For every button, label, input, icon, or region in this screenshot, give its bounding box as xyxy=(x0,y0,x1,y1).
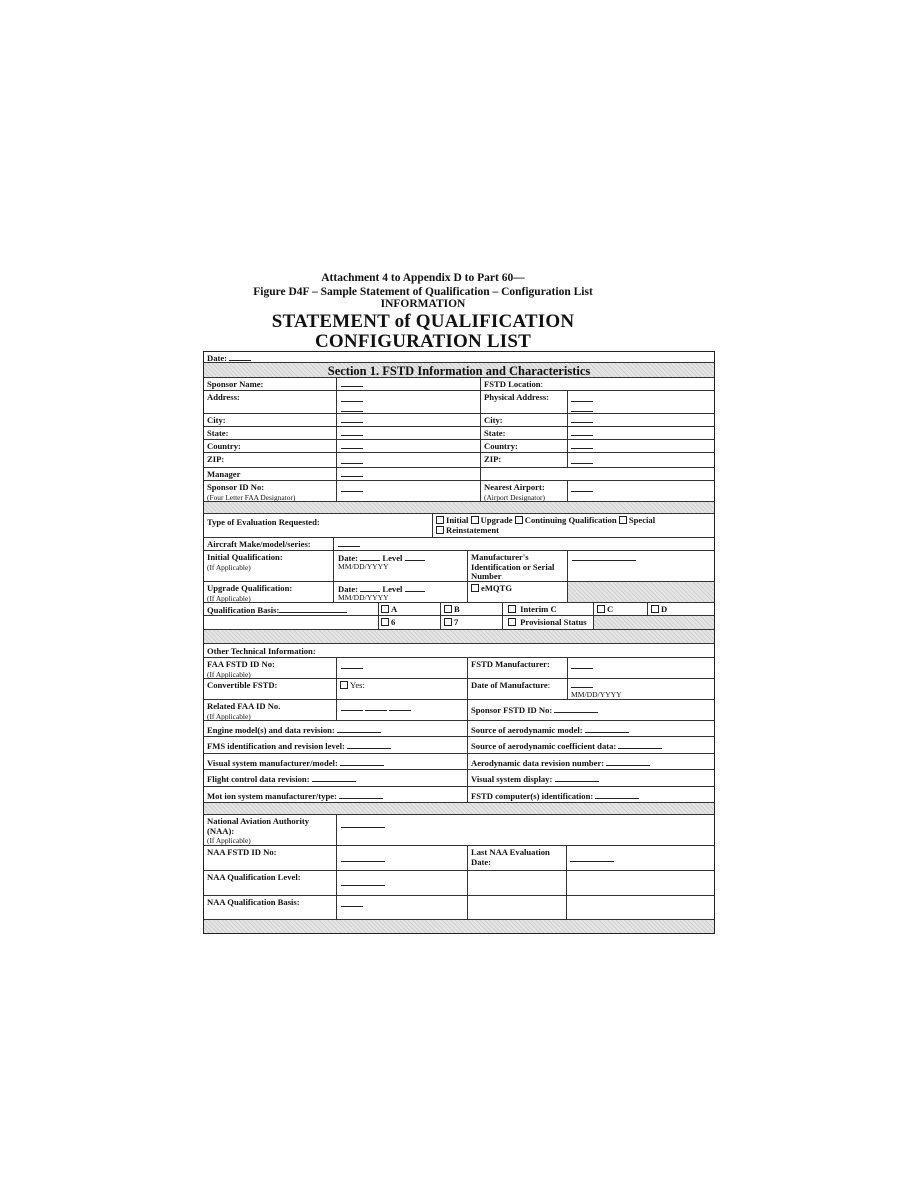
state-label: State: xyxy=(207,428,229,438)
flight-control-field[interactable] xyxy=(312,774,356,782)
upgrade-qualification-sublabel: (If Applicable) xyxy=(207,593,251,603)
qualification-basis-row-2 xyxy=(204,616,714,630)
visual-display-field[interactable] xyxy=(555,774,599,782)
fstd-manufacturer-label: FSTD Manufacturer: xyxy=(471,659,550,669)
date-of-manufacture-field[interactable] xyxy=(571,680,593,688)
sponsor-name-row xyxy=(204,378,714,391)
engine-model-field[interactable] xyxy=(337,725,381,733)
naa-qual-basis-row xyxy=(204,896,714,920)
upgrade-date-label: Date: xyxy=(338,584,359,594)
page-subtitle: CONFIGURATION LIST xyxy=(315,331,531,352)
physical-address-field-2[interactable] xyxy=(571,404,593,412)
related-faa-id-field-2[interactable] xyxy=(365,703,387,711)
engine-model-label: Engine model(s) and data revision: xyxy=(207,725,335,735)
motion-system-row xyxy=(204,787,714,803)
upgrade-date-field[interactable] xyxy=(360,584,380,592)
manufacturer-id-field[interactable] xyxy=(572,553,636,561)
sponsor-fstd-id-field[interactable] xyxy=(554,705,598,713)
convertible-fstd-row xyxy=(204,679,714,700)
convertible-fstd-label: Convertible FSTD: xyxy=(207,680,278,690)
continuing-qualification-checkbox[interactable] xyxy=(515,516,523,524)
source-aero-coeff-label: Source of aerodynamic coefficient data: xyxy=(471,741,617,751)
faa-fstd-id-label: FAA FSTD ID No: xyxy=(207,659,275,669)
aero-revision-label: Aerodynamic data revision number: xyxy=(471,758,605,768)
naa-qual-level-label: NAA Qualification Level: xyxy=(207,872,301,882)
address-field-1[interactable] xyxy=(341,394,363,402)
section1-title: Section 1. FSTD Information and Characteristics xyxy=(327,364,591,378)
naa-sublabel: (If Applicable) xyxy=(207,836,251,845)
upgrade-qualification-label: Upgrade Qualification: xyxy=(207,583,293,593)
physical-state-label: State: xyxy=(484,428,506,438)
physical-country-field[interactable] xyxy=(571,441,593,449)
sponsor-id-sublabel: (Four Letter FAA Designator) xyxy=(207,492,296,502)
zip-row xyxy=(204,453,714,468)
fstd-location-label: FSTD Location xyxy=(484,379,541,389)
initial-date-label: Date: xyxy=(338,553,359,563)
last-naa-eval-field[interactable] xyxy=(570,854,614,862)
related-faa-id-row xyxy=(204,700,714,721)
source-aero-coeff-field[interactable] xyxy=(618,741,662,749)
interim-c-checkbox[interactable] xyxy=(508,605,516,613)
motion-mfr-label: Mot ion system manufacturer/type: xyxy=(207,791,337,801)
city-label: City: xyxy=(207,415,226,425)
aircraft-label: Aircraft Make/model/series: xyxy=(207,539,311,549)
source-aero-model-label: Source of aerodynamic model: xyxy=(471,725,583,735)
sponsor-id-label: Sponsor ID No: xyxy=(207,482,265,492)
visual-mfr-field[interactable] xyxy=(340,758,384,766)
motion-mfr-field[interactable] xyxy=(339,791,383,799)
manager-row xyxy=(204,468,714,481)
qualification-basis-field[interactable] xyxy=(279,605,347,613)
special-checkbox[interactable] xyxy=(619,516,627,524)
page-title: STATEMENT of QUALIFICATION xyxy=(271,311,575,332)
section1-header xyxy=(204,363,714,378)
visual-mfr-label: Visual system manufacturer/model: xyxy=(207,758,338,768)
city-row xyxy=(204,414,714,427)
initial-date-field[interactable] xyxy=(360,553,380,561)
date-field[interactable] xyxy=(229,353,251,361)
upgrade-level-label: Level xyxy=(382,584,403,594)
level-c-label: C xyxy=(607,604,614,614)
faa-fstd-id-sublabel: (If Applicable) xyxy=(207,669,251,679)
fstd-computers-label: FSTD computer(s) identification: xyxy=(471,791,594,801)
naa-label: National Aviation Authority (NAA): xyxy=(207,816,310,836)
country-field[interactable] xyxy=(341,441,363,449)
naa-field[interactable] xyxy=(341,820,385,828)
sponsor-id-row xyxy=(204,481,714,502)
spacer-row-1 xyxy=(204,502,714,514)
spacer-row-3 xyxy=(204,803,714,815)
initial-checkbox[interactable] xyxy=(436,516,444,524)
emqtg-checkbox[interactable] xyxy=(471,584,479,592)
level-c-checkbox[interactable] xyxy=(597,605,605,613)
date-label: Date: xyxy=(207,353,228,363)
initial-date-format: MM/DD/YYYY xyxy=(338,562,389,571)
manager-label: Manager xyxy=(207,469,241,479)
faa-fstd-id-row xyxy=(204,658,714,679)
physical-city-field[interactable] xyxy=(571,415,593,423)
sponsor-fstd-id-label: Sponsor FSTD ID No: xyxy=(471,705,553,715)
date-row xyxy=(204,352,714,363)
special-option-label: Special xyxy=(628,515,656,525)
physical-zip-field[interactable] xyxy=(571,456,593,464)
fms-id-label: FMS identification and revision level: xyxy=(207,741,345,751)
upgrade-checkbox[interactable] xyxy=(471,516,479,524)
physical-address-field-1[interactable] xyxy=(571,394,593,402)
naa-fstd-id-field[interactable] xyxy=(341,854,385,862)
aircraft-row xyxy=(204,538,714,551)
initial-option-label: Initial xyxy=(446,515,469,525)
fstd-manufacturer-field[interactable] xyxy=(571,661,593,669)
country-row xyxy=(204,440,714,453)
fstd-computers-field[interactable] xyxy=(595,791,639,799)
initial-level-label: Level xyxy=(382,553,403,563)
other-tech-row xyxy=(204,644,714,658)
faa-fstd-id-field[interactable] xyxy=(341,661,363,669)
physical-state-field[interactable] xyxy=(571,428,593,436)
level-6-label: 6 xyxy=(391,617,396,627)
level-a-label: A xyxy=(391,604,398,614)
level-a-checkbox[interactable] xyxy=(381,605,389,613)
provisional-status-label: Provisional Status xyxy=(520,617,587,627)
upgrade-date-format: MM/DD/YYYY xyxy=(338,593,389,602)
qualification-basis-label: Qualification Basis: xyxy=(207,605,280,615)
naa-qual-basis-label: NAA Qualification Basis: xyxy=(207,897,300,907)
type-evaluation-label: Type of Evaluation Requested: xyxy=(207,517,320,527)
manufacturer-id-label: Manufacturer's Identification or Serial Number xyxy=(471,552,555,581)
visual-display-label: Visual system display: xyxy=(471,774,553,784)
address-row xyxy=(204,391,714,414)
type-evaluation-row xyxy=(204,514,714,538)
convertible-yes-label: Yes: xyxy=(350,680,365,690)
aero-revision-field[interactable] xyxy=(606,758,650,766)
date-of-manufacture-label: Date of Manufacture xyxy=(471,680,548,690)
convertible-yes-checkbox[interactable] xyxy=(340,681,348,689)
upgrade-qualification-row xyxy=(204,582,714,603)
source-aero-model-field[interactable] xyxy=(585,725,629,733)
figure-heading: Figure D4F – Sample Statement of Qualification – Configuration List xyxy=(253,286,593,298)
visual-system-row xyxy=(204,754,714,770)
level-d-label: D xyxy=(661,604,668,614)
related-faa-id-sublabel: (If Applicable) xyxy=(207,711,251,721)
other-tech-label: Other Technical Information: xyxy=(207,646,316,656)
level-7-checkbox[interactable] xyxy=(444,618,452,626)
physical-address-label: Physical Address: xyxy=(484,392,550,402)
physical-country-label: Country: xyxy=(484,441,518,451)
spacer-row-2 xyxy=(204,630,714,644)
state-field[interactable] xyxy=(341,428,363,436)
emqtg-label: eMQTG xyxy=(481,583,513,593)
address-field-2[interactable] xyxy=(341,404,363,412)
country-label: Country: xyxy=(207,441,241,451)
bottom-spacer-row xyxy=(204,920,714,933)
city-field[interactable] xyxy=(341,415,363,423)
related-faa-id-field-3[interactable] xyxy=(389,703,411,711)
naa-qual-level-row xyxy=(204,871,714,896)
level-6-checkbox[interactable] xyxy=(381,618,389,626)
upgrade-level-field[interactable] xyxy=(405,584,425,592)
attachment-heading: Attachment 4 to Appendix D to Part 60— xyxy=(321,272,525,284)
naa-fstd-id-row xyxy=(204,846,714,871)
naa-row xyxy=(204,815,714,846)
date-of-manufacture-colon: : xyxy=(547,680,551,690)
physical-zip-label: ZIP: xyxy=(484,454,502,464)
naa-qual-level-field[interactable] xyxy=(341,878,385,886)
fms-row xyxy=(204,737,714,754)
initial-qualification-sublabel: (If Applicable) xyxy=(207,562,251,572)
configuration-list-form xyxy=(203,351,715,934)
engine-row xyxy=(204,721,714,737)
nearest-airport-sublabel: (Airport Designator) xyxy=(484,492,545,502)
flight-control-label: Flight control data revision: xyxy=(207,774,310,784)
naa-qual-basis-field[interactable] xyxy=(341,899,363,907)
fms-id-field[interactable] xyxy=(347,741,391,749)
sponsor-id-field[interactable] xyxy=(341,484,363,492)
reinstatement-checkbox[interactable] xyxy=(436,526,444,534)
level-7-label: 7 xyxy=(454,617,459,627)
last-naa-eval-label: Last NAA Evaluation Date: xyxy=(471,847,550,867)
fstd-location-colon: : xyxy=(540,379,543,389)
information-heading: INFORMATION xyxy=(380,298,466,310)
sponsor-name-field[interactable] xyxy=(341,379,363,387)
nearest-airport-field[interactable] xyxy=(571,484,593,492)
level-b-label: B xyxy=(454,604,460,614)
qualification-basis-row-1 xyxy=(204,603,714,616)
continuing-option-label: Continuing Qualification xyxy=(524,515,617,525)
date-of-manufacture-format: MM/DD/YYYY xyxy=(571,690,622,699)
related-faa-id-label: Related FAA ID No. xyxy=(207,701,281,711)
initial-level-field[interactable] xyxy=(405,553,425,561)
level-b-checkbox[interactable] xyxy=(444,605,452,613)
reinstatement-option-label: Reinstatement xyxy=(446,525,499,535)
naa-fstd-id-label: NAA FSTD ID No: xyxy=(207,847,277,857)
zip-label: ZIP: xyxy=(207,454,225,464)
aircraft-field[interactable] xyxy=(338,539,360,547)
provisional-status-checkbox[interactable] xyxy=(508,618,516,626)
level-d-checkbox[interactable] xyxy=(651,605,659,613)
address-label: Address: xyxy=(207,392,240,402)
zip-field[interactable] xyxy=(341,456,363,464)
initial-qualification-row xyxy=(204,551,714,582)
nearest-airport-label: Nearest Airport: xyxy=(484,482,545,492)
related-faa-id-field-1[interactable] xyxy=(341,703,363,711)
flight-control-row xyxy=(204,770,714,787)
sponsor-name-label: Sponsor Name: xyxy=(207,379,264,389)
interim-c-label: Interim C xyxy=(520,604,557,614)
initial-qualification-label: Initial Qualification: xyxy=(207,552,283,562)
manager-field[interactable] xyxy=(341,469,363,477)
upgrade-option-label: Upgrade xyxy=(480,515,513,525)
state-row xyxy=(204,427,714,440)
physical-city-label: City: xyxy=(484,415,503,425)
